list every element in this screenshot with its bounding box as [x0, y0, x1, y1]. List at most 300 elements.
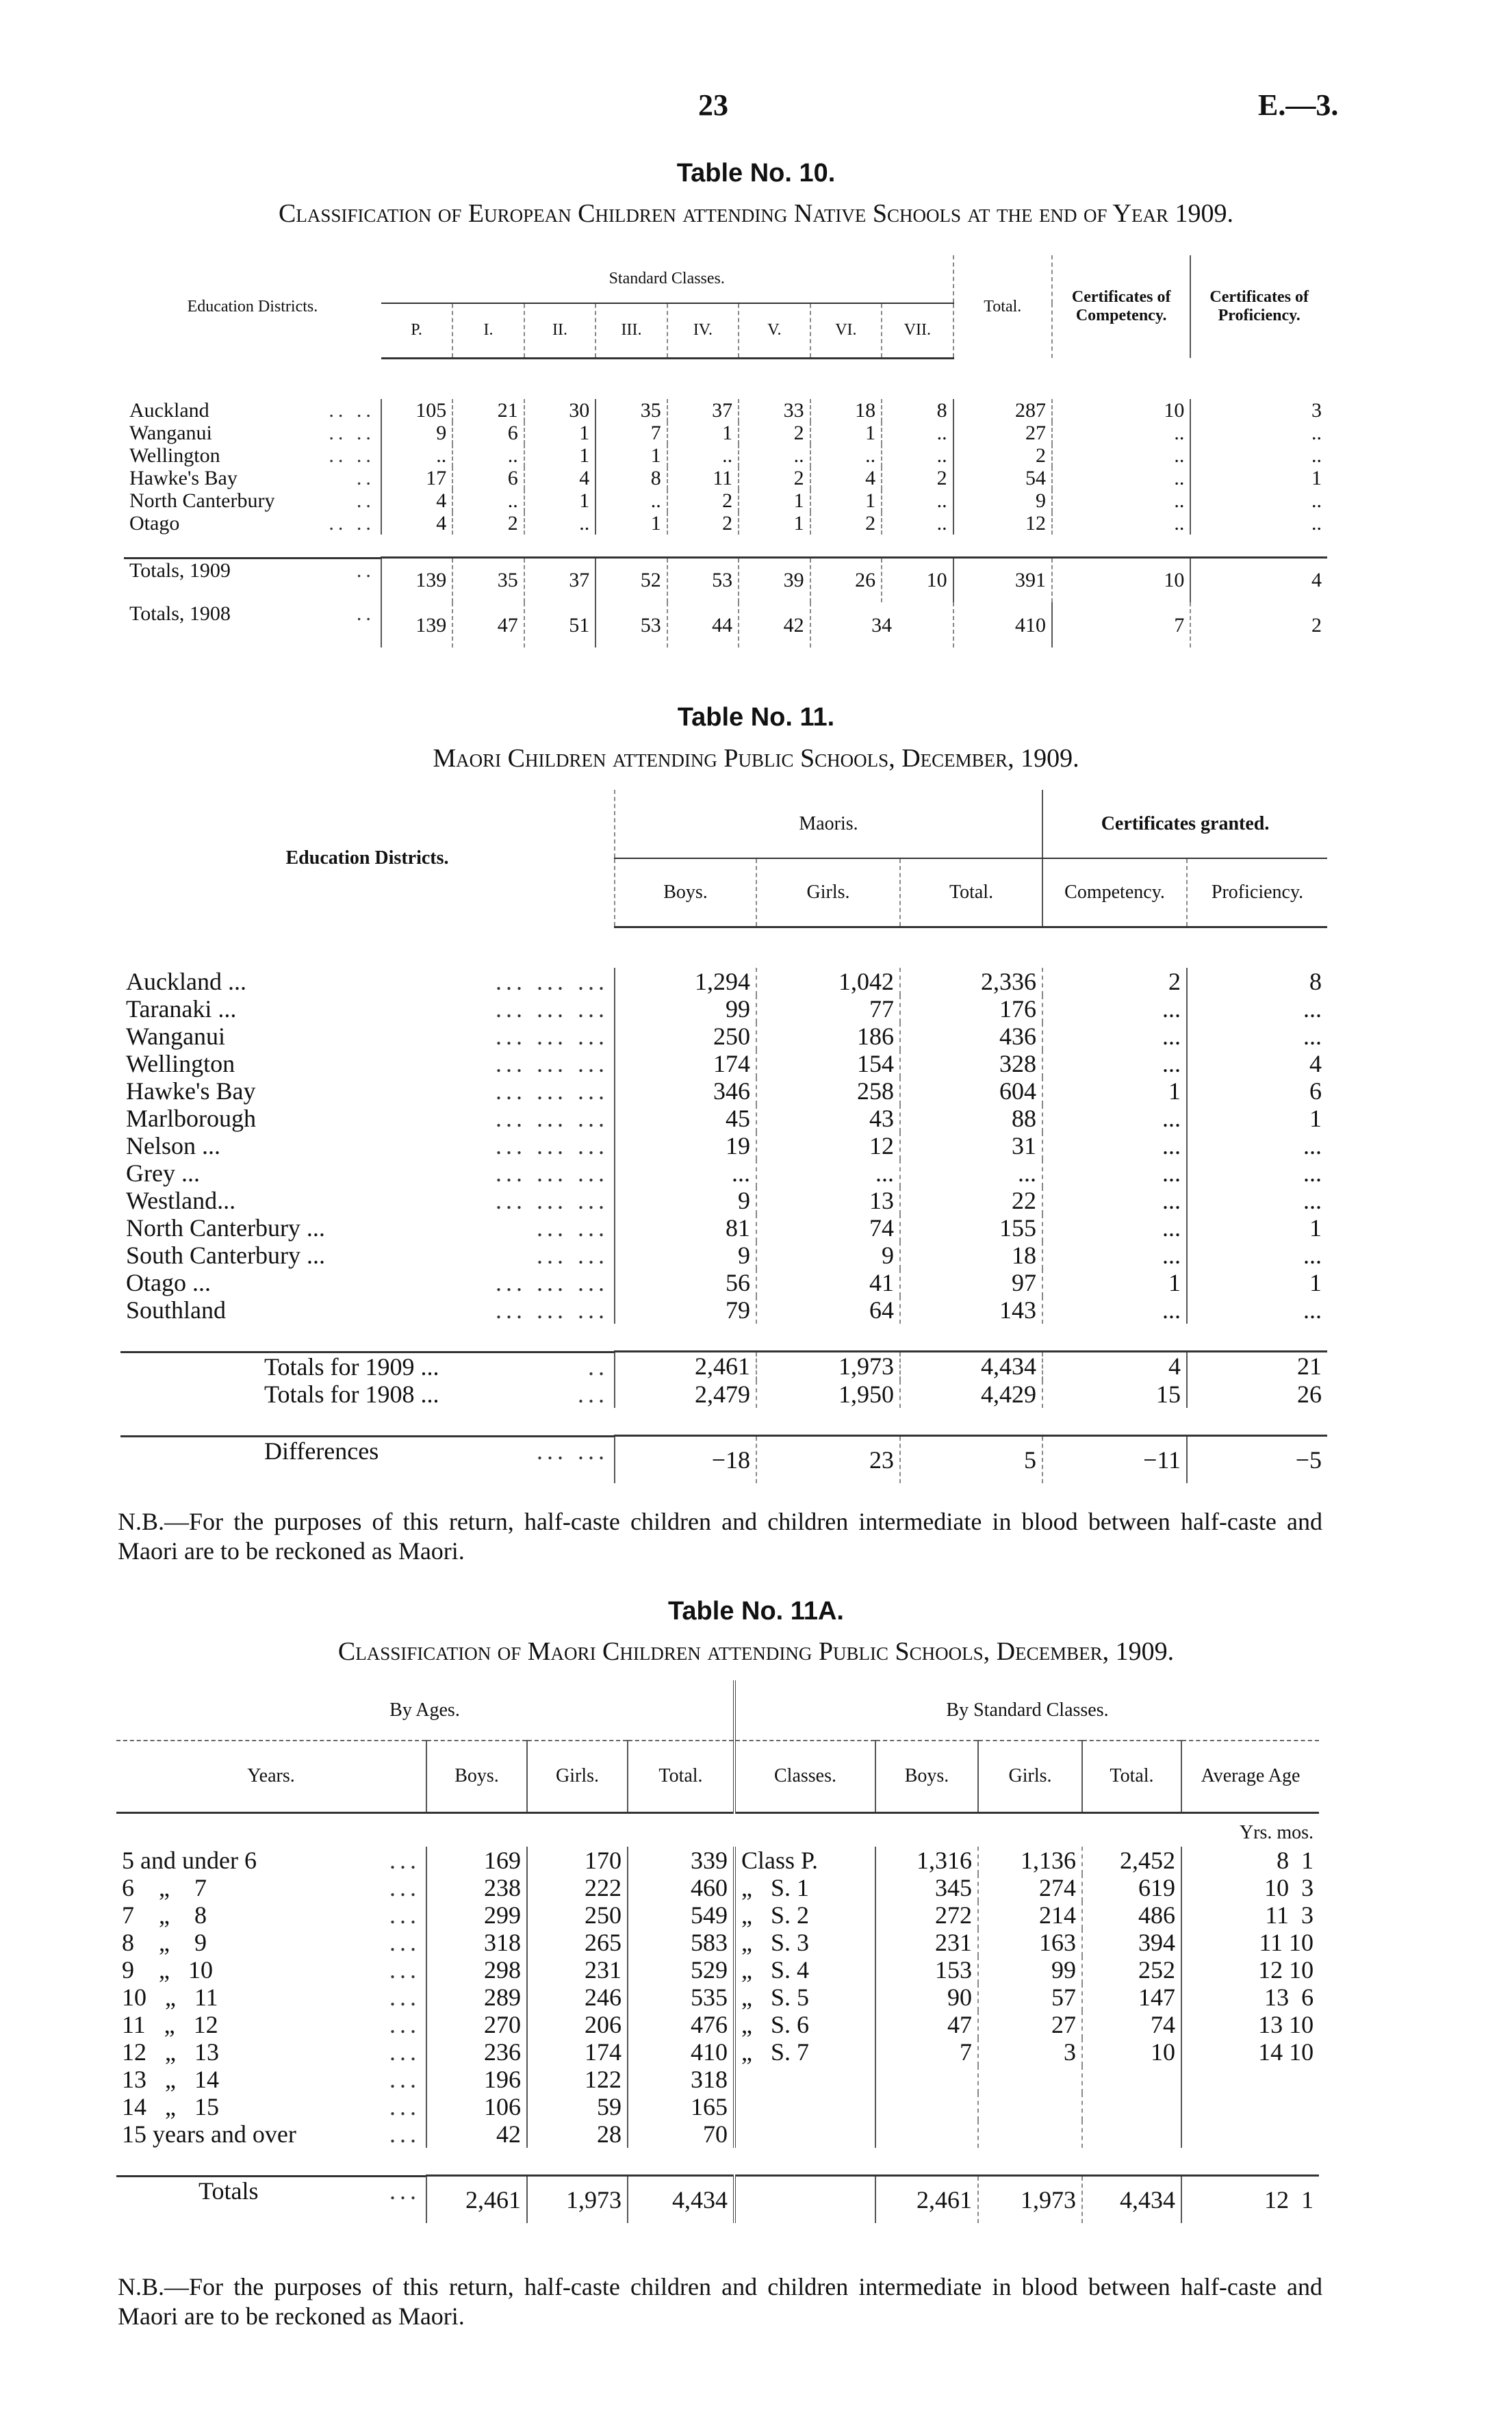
cell: 15 — [1042, 1381, 1187, 1408]
cell: ... — [1187, 1296, 1327, 1324]
cell: 163 — [978, 1929, 1082, 1956]
cell: 222 — [527, 1874, 628, 1901]
cell: .. — [595, 489, 667, 512]
cell: 1 — [595, 512, 667, 535]
col-class-6: VI. — [810, 303, 882, 358]
cell: 2,479 — [615, 1381, 756, 1408]
cell — [1082, 2066, 1181, 2093]
row-leader: ... — [389, 2066, 420, 2093]
cell: 186 — [756, 1023, 900, 1050]
cell: 176 — [900, 995, 1042, 1023]
col-5: Boys. — [875, 1741, 978, 1812]
cell: 339 — [628, 1847, 734, 1874]
cell: 2 — [953, 444, 1052, 467]
cell: 4 — [1187, 1050, 1327, 1077]
cell: 214 — [978, 1901, 1082, 1929]
cell: 1 — [1187, 1105, 1327, 1132]
cell: 1,316 — [875, 1847, 978, 1874]
cell: 529 — [628, 1956, 734, 1984]
row-label — [120, 1050, 614, 1077]
cell: 9 — [615, 1187, 756, 1214]
row-label-text: 14 „ 15 — [122, 2093, 219, 2120]
table10-subtitle: Classification of European Children attending Native Schools at the end of Year 1909. — [279, 199, 1233, 228]
table11-note: N.B.—For the purposes of this return, half-caste children and children intermediate in blood between half-caste and Maori are to be reckoned as Maori. — [118, 1508, 1322, 1565]
row-label — [120, 1159, 614, 1187]
row-label-text: Auckland ... — [126, 968, 246, 995]
cell: 2 — [667, 512, 739, 535]
row-label-text: 5 and under 6 — [122, 1847, 257, 1874]
cell: 270 — [426, 2011, 527, 2038]
class-label: „ S. 3 — [734, 1929, 875, 1956]
class-label: „ S. 2 — [734, 1901, 875, 1929]
cell — [875, 2066, 978, 2093]
years-label — [116, 2038, 426, 2066]
cell: 10 — [1052, 557, 1190, 602]
cell: .. — [1190, 489, 1327, 512]
cell: 535 — [628, 1984, 734, 2011]
cell: 2 — [810, 512, 882, 535]
cell: 2,452 — [1082, 1847, 1181, 1874]
cell: 8 — [882, 399, 953, 422]
cell: ... — [1042, 1023, 1187, 1050]
cell: 90 — [875, 1984, 978, 2011]
row-label-text: 8 „ 9 — [122, 1929, 207, 1956]
cell: 30 — [524, 399, 595, 422]
cell: .. — [1190, 422, 1327, 444]
row-label-text: Otago — [129, 512, 180, 535]
cell: ... — [1187, 1023, 1327, 1050]
table-row — [120, 995, 1327, 1023]
table-row — [124, 422, 1327, 444]
cell: .. — [452, 489, 524, 512]
cell: ... — [1187, 995, 1327, 1023]
table-row — [120, 1269, 1327, 1296]
cell: 51 — [524, 602, 595, 647]
cell: 37 — [667, 399, 739, 422]
table11-title: Table No. 11. — [677, 703, 835, 732]
table-row — [120, 1381, 1327, 1408]
class-label — [734, 2093, 875, 2120]
row-leader: .. .. — [329, 399, 375, 422]
row-label-text: 12 „ 13 — [122, 2038, 219, 2066]
cell: 4 — [1042, 1351, 1187, 1381]
row-leader: ... — [389, 2093, 420, 2120]
cell: 74 — [1082, 2011, 1181, 2038]
cell — [978, 2120, 1082, 2148]
years-label — [116, 2011, 426, 2038]
cell: 346 — [615, 1077, 756, 1105]
years-label — [116, 1847, 426, 1874]
table11 — [120, 790, 1327, 1483]
cell: 41 — [756, 1269, 900, 1296]
table-row — [116, 1956, 1319, 1984]
cell: 53 — [667, 557, 739, 602]
cell: 42 — [426, 2120, 527, 2148]
row-leader: ... — [389, 2038, 420, 2066]
row-label-text: Marlborough — [126, 1105, 256, 1132]
table-row — [124, 444, 1327, 467]
row-leader: ... ... ... — [496, 1269, 608, 1296]
col-maoris: Maoris. — [615, 790, 1042, 858]
col-standard-classes: Standard Classes. — [381, 255, 953, 303]
table-row — [116, 1929, 1319, 1956]
cell: 12 — [756, 1132, 900, 1159]
cell: 206 — [527, 2011, 628, 2038]
cell: 11 — [667, 467, 739, 489]
cell: 10 — [1052, 399, 1190, 422]
average-age: 11 3 — [1181, 1901, 1319, 1929]
row-label-text: 9 „ 10 — [122, 1956, 213, 1984]
cell: ... — [1042, 1214, 1187, 1242]
cell: 583 — [628, 1929, 734, 1956]
cell: .. — [810, 444, 882, 467]
cell: 77 — [756, 995, 900, 1023]
row-label-text: Totals for 1908 ... — [264, 1381, 439, 1408]
cell: 272 — [875, 1901, 978, 1929]
cell: 604 — [900, 1077, 1042, 1105]
row-label-text: Hawke's Bay — [129, 467, 238, 489]
col-certificates: Certificates granted. — [1042, 790, 1327, 858]
cell: 33 — [739, 399, 810, 422]
cell: 174 — [615, 1050, 756, 1077]
cell: 8 — [595, 467, 667, 489]
cell: 43 — [756, 1105, 900, 1132]
row-label — [124, 467, 381, 489]
cell: ... — [1187, 1242, 1327, 1269]
row-leader: .. — [356, 559, 375, 582]
row-leader: .. .. — [329, 422, 375, 444]
cell: 299 — [426, 1901, 527, 1929]
table-row — [124, 467, 1327, 489]
cell: 1,973 — [756, 1351, 900, 1381]
col-class-2: II. — [524, 303, 595, 358]
cell: ... — [1042, 1296, 1187, 1324]
table-row — [116, 1847, 1319, 1874]
average-age: 12 10 — [1181, 1956, 1319, 1984]
cell: 3 — [978, 2038, 1082, 2066]
col-0: Years. — [116, 1741, 426, 1812]
table11A-subtitle: Classification of Maori Children attending Public Schools, December, 1909. — [337, 1637, 1175, 1666]
cell — [875, 2120, 978, 2148]
years-label — [116, 1984, 426, 2011]
average-age — [1181, 2066, 1319, 2093]
group-by-ages: By Ages. — [116, 1680, 734, 1741]
table-row — [124, 602, 1327, 647]
row-label-text: Wellington — [129, 444, 220, 467]
cell: 1 — [524, 444, 595, 467]
row-label — [120, 1269, 614, 1296]
cell: ... — [1042, 1242, 1187, 1269]
cell: 39 — [739, 557, 810, 602]
cell: 26 — [810, 557, 882, 602]
row-label-text: Wellington — [126, 1050, 235, 1077]
cell: 44 — [667, 602, 739, 647]
average-age — [1181, 2093, 1319, 2120]
row-label-text: Differences — [264, 1437, 379, 1465]
average-age: 13 6 — [1181, 1984, 1319, 2011]
row-label — [120, 1077, 614, 1105]
row-leader: ... — [389, 2177, 420, 2205]
table-row — [124, 489, 1327, 512]
cell: 410 — [628, 2038, 734, 2066]
row-label-text: Southland — [126, 1296, 227, 1324]
col-class-4: IV. — [667, 303, 739, 358]
table10-title: Table No. 10. — [676, 159, 836, 188]
row-leader: ... — [389, 1956, 420, 1984]
cell: 2 — [1190, 602, 1327, 647]
cell: 143 — [900, 1296, 1042, 1324]
table-row — [116, 1984, 1319, 2011]
table-row — [120, 1105, 1327, 1132]
cell: 238 — [426, 1874, 527, 1901]
cell: ... — [900, 1159, 1042, 1187]
table-row — [124, 399, 1327, 422]
row-label-text: North Canterbury — [129, 489, 275, 512]
cell: ... — [1042, 1050, 1187, 1077]
row-label — [120, 1187, 614, 1214]
row-label — [120, 1132, 614, 1159]
cell: 246 — [527, 1984, 628, 2011]
row-label-text: North Canterbury ... — [126, 1214, 325, 1242]
row-leader: ... ... ... — [496, 1105, 608, 1132]
cell: 4,429 — [900, 1381, 1042, 1408]
cell: 45 — [615, 1105, 756, 1132]
row-label-text: South Canterbury ... — [126, 1242, 325, 1269]
table11A-note: N.B.—For the purposes of this return, half-caste children and children intermediate in blood between half-caste and Maori are to be reckoned as Maori. — [118, 2273, 1322, 2330]
cell: 97 — [900, 1269, 1042, 1296]
cell: 4,434 — [900, 1351, 1042, 1381]
subcol-0: Boys. — [615, 858, 756, 927]
cell: 196 — [426, 2066, 527, 2093]
cell: 18 — [810, 399, 882, 422]
cell: 10 — [882, 557, 953, 602]
cell: 21 — [452, 399, 524, 422]
row-leader: ... — [389, 1984, 420, 2011]
row-label — [120, 1296, 614, 1324]
row-label-text: 15 years and over — [122, 2120, 296, 2148]
cell: 5 — [900, 1435, 1042, 1483]
years-label — [116, 2175, 426, 2205]
col-3: Total. — [628, 1741, 734, 1812]
cell: 6 — [452, 467, 524, 489]
row-label — [120, 1105, 614, 1132]
cell: 23 — [756, 1435, 900, 1483]
class-label — [734, 2175, 875, 2223]
cell: 1 — [524, 422, 595, 444]
cell: .. — [1052, 512, 1190, 535]
cell: 53 — [595, 602, 667, 647]
row-label — [124, 489, 381, 512]
table-row — [120, 1435, 1327, 1483]
row-label-text: Otago ... — [126, 1269, 211, 1296]
cell: .. — [882, 422, 953, 444]
cell: 26 — [1187, 1381, 1327, 1408]
cell: 1 — [810, 489, 882, 512]
table10 — [124, 255, 1327, 647]
col-8: Average Age — [1181, 1741, 1319, 1812]
cell: 1 — [1042, 1077, 1187, 1105]
cell: 57 — [978, 1984, 1082, 2011]
cell: 27 — [953, 422, 1052, 444]
table11A-title: Table No. 11A. — [668, 1597, 844, 1626]
table11-subtitle-text: Maori Children attending Public Schools, December, 1909. — [433, 744, 1079, 773]
average-age: 8 1 — [1181, 1847, 1319, 1874]
class-label: Class P. — [734, 1847, 875, 1874]
class-label: „ S. 4 — [734, 1956, 875, 1984]
cell: ... — [1187, 1187, 1327, 1214]
row-leader: ... ... ... — [496, 1023, 608, 1050]
table-row — [120, 1132, 1327, 1159]
table-row — [120, 1214, 1327, 1242]
cell: 274 — [978, 1874, 1082, 1901]
years-label — [116, 2120, 426, 2148]
row-label — [124, 512, 381, 535]
cell: 1 — [595, 444, 667, 467]
cell: ... — [756, 1159, 900, 1187]
cell: 460 — [628, 1874, 734, 1901]
cell: ... — [1187, 1132, 1327, 1159]
cell: 4 — [381, 489, 452, 512]
cell: 106 — [426, 2093, 527, 2120]
row-leader: ... ... ... — [496, 1132, 608, 1159]
cell: 9 — [953, 489, 1052, 512]
cell: 231 — [875, 1929, 978, 1956]
cell: 139 — [381, 557, 452, 602]
cell: 139 — [381, 602, 452, 647]
class-label: „ S. 1 — [734, 1874, 875, 1901]
cell: 18 — [900, 1242, 1042, 1269]
cell: 28 — [527, 2120, 628, 2148]
cell: .. — [381, 444, 452, 467]
subcol-2: Total. — [900, 858, 1042, 927]
cell: 9 — [756, 1242, 900, 1269]
row-leader: ... ... ... — [496, 1187, 608, 1214]
cell: 236 — [426, 2038, 527, 2066]
cell: 391 — [953, 557, 1052, 602]
cell: 19 — [615, 1132, 756, 1159]
cell: 4,434 — [628, 2175, 734, 2223]
cell: 7 — [1052, 602, 1190, 647]
row-label-text: Wanganui — [126, 1023, 226, 1050]
cell: 1 — [667, 422, 739, 444]
cell: 88 — [900, 1105, 1042, 1132]
cell: 265 — [527, 1929, 628, 1956]
row-leader: .. — [588, 1353, 608, 1381]
table-row — [124, 557, 1327, 602]
row-label — [120, 1242, 614, 1269]
cell: 2 — [739, 467, 810, 489]
table-row — [120, 1351, 1327, 1381]
col-4: Classes. — [734, 1741, 875, 1812]
cell: 436 — [900, 1023, 1042, 1050]
cell: 1 — [1187, 1269, 1327, 1296]
row-label — [120, 1214, 614, 1242]
table-row — [120, 968, 1327, 995]
cell: 81 — [615, 1214, 756, 1242]
cell: 1 — [1190, 467, 1327, 489]
cell: 31 — [900, 1132, 1042, 1159]
row-label-text: Nelson ... — [126, 1132, 220, 1159]
cell: 289 — [426, 1984, 527, 2011]
cell: 153 — [875, 1956, 978, 1984]
cell: 64 — [756, 1296, 900, 1324]
row-leader: .. .. — [329, 444, 375, 467]
cell: 12 — [953, 512, 1052, 535]
col-7: Total. — [1082, 1741, 1181, 1812]
cell: 21 — [1187, 1351, 1327, 1381]
cell: 122 — [527, 2066, 628, 2093]
cell: 4 — [381, 512, 452, 535]
row-label — [120, 1381, 614, 1408]
cell — [1082, 2120, 1181, 2148]
cell: 2,461 — [875, 2175, 978, 2223]
row-leader: .. .. — [329, 512, 375, 535]
cell: 2,461 — [426, 2175, 527, 2223]
cell: .. — [1190, 512, 1327, 535]
row-leader: ... ... ... — [496, 1159, 608, 1187]
row-label-text: Grey ... — [126, 1159, 200, 1187]
cell: 9 — [381, 422, 452, 444]
row-label — [124, 422, 381, 444]
spacer — [120, 1324, 1327, 1351]
table11-subtitle — [0, 743, 1512, 773]
cell: 7 — [875, 2038, 978, 2066]
table-row — [120, 1159, 1327, 1187]
spacer — [124, 535, 1327, 557]
row-leader: ... — [578, 1381, 608, 1408]
cell: 1 — [810, 422, 882, 444]
cell: 52 — [595, 557, 667, 602]
cell: 59 — [527, 2093, 628, 2120]
row-label-text: Totals, 1908 — [129, 602, 231, 625]
cell: 476 — [628, 2011, 734, 2038]
table-row — [116, 2093, 1319, 2120]
cell: ... — [1042, 995, 1187, 1023]
col-total: Total. — [953, 255, 1052, 358]
cell: 619 — [1082, 1874, 1181, 1901]
cell: 174 — [527, 2038, 628, 2066]
cell: 155 — [900, 1214, 1042, 1242]
cell: 8 — [1187, 968, 1327, 995]
cell: 2,336 — [900, 968, 1042, 995]
class-label — [734, 2066, 875, 2093]
row-leader: ... — [389, 1847, 420, 1874]
table-row — [116, 1874, 1319, 1901]
cell: 2 — [1042, 968, 1187, 995]
row-leader: ... ... ... — [496, 1050, 608, 1077]
group-by-classes: By Standard Classes. — [734, 1680, 1319, 1741]
cell — [875, 2093, 978, 2120]
row-leader: ... — [389, 2120, 420, 2148]
cell: 1,973 — [527, 2175, 628, 2223]
row-leader: ... ... — [537, 1214, 608, 1242]
cell: 6 — [1187, 1077, 1327, 1105]
row-label — [120, 968, 614, 995]
row-label — [120, 1351, 614, 1381]
table-row — [120, 1077, 1327, 1105]
cell: 56 — [615, 1269, 756, 1296]
cell: 54 — [953, 467, 1052, 489]
col-district: Education Districts. — [285, 847, 449, 869]
spacer — [120, 1408, 1327, 1435]
cell: .. — [1052, 422, 1190, 444]
cell: .. — [524, 512, 595, 535]
row-label-text: Taranaki ... — [126, 995, 237, 1023]
cell: .. — [667, 444, 739, 467]
col-competency: Certificates of Competency. — [1052, 255, 1190, 358]
row-label-text: Auckland — [129, 399, 209, 422]
table-row — [124, 512, 1327, 535]
